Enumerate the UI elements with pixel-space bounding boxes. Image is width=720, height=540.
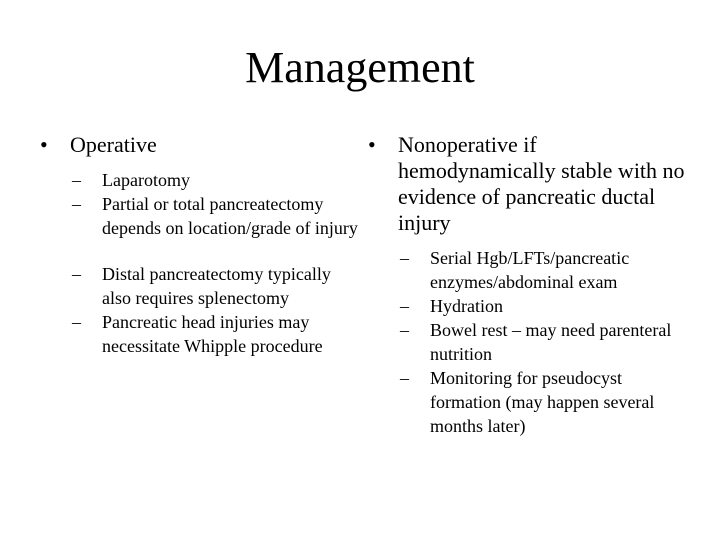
nonoperative-heading-text: Nonoperative if hemodynamically stable with no evidence of pancreatic ductal injury <box>398 132 685 235</box>
operative-heading <box>40 132 360 158</box>
list-item-text: Serial Hgb/LFTs/pancreatic enzymes/abdominal exam <box>430 248 630 292</box>
dash-bullet-icon: – <box>72 264 81 284</box>
list-item <box>40 192 360 240</box>
list-item-text: Bowel rest – may need parenteral nutrition <box>430 320 672 364</box>
list-item <box>368 318 688 366</box>
operative-sub-list <box>40 168 360 358</box>
list-item-text: Partial or total pancreatectomy depends on location/grade of injury <box>102 194 358 238</box>
nonoperative-sub-list <box>368 246 688 438</box>
dash-bullet-icon: – <box>400 368 409 388</box>
list-item-text: Distal pancreatectomy typically also requires splenectomy <box>102 264 331 308</box>
dash-bullet-icon: – <box>72 170 81 190</box>
slide-title: Management <box>245 43 475 92</box>
dash-bullet-icon: – <box>400 248 409 268</box>
list-item-text: Hydration <box>430 296 503 316</box>
list-item <box>368 294 688 318</box>
dash-bullet-icon: – <box>72 312 81 332</box>
dash-bullet-icon: – <box>400 296 409 316</box>
list-item <box>368 246 688 294</box>
spacer <box>40 240 360 262</box>
list-item <box>368 366 688 438</box>
operative-heading-text: Operative <box>70 132 157 157</box>
bullet-dot-icon: • <box>368 132 376 157</box>
list-item <box>40 262 360 310</box>
list-item-text: Monitoring for pseudocyst formation (may happen several months later) <box>430 368 655 436</box>
dash-bullet-icon: – <box>72 194 81 214</box>
list-item-text: Laparotomy <box>102 170 190 190</box>
bullet-dot-icon: • <box>40 132 48 157</box>
dash-bullet-icon: – <box>400 320 409 340</box>
list-item-text: Pancreatic head injuries may necessitate Whipple procedure <box>102 312 323 356</box>
nonoperative-heading <box>368 132 688 236</box>
list-item <box>40 310 360 358</box>
right-column <box>368 132 688 438</box>
list-item <box>40 168 360 192</box>
left-column <box>40 132 360 358</box>
